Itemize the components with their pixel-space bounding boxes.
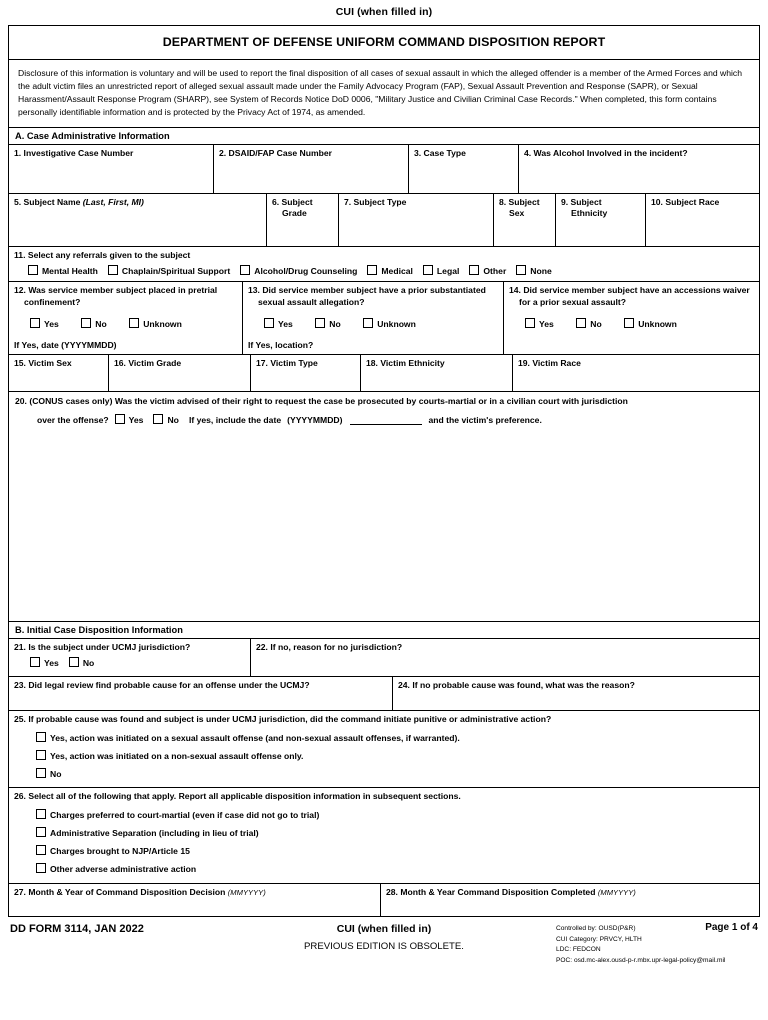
label-q14: 14. Did service member subject have an accessions waiver for a prior sexual assault? — [509, 285, 750, 307]
checkbox-icon[interactable] — [423, 265, 433, 275]
field-disposition-completed-date[interactable] — [381, 884, 758, 916]
label-q8: 8. Subject Sex — [499, 197, 540, 219]
q13-option-unknown[interactable]: Unknown — [363, 318, 416, 329]
q12-followup: If Yes, date (YYYYMMDD) — [14, 339, 117, 350]
row-q26 — [9, 788, 759, 884]
cui-control-block — [556, 924, 725, 966]
checkbox-icon[interactable] — [36, 845, 46, 855]
q20-prefix: over the offense? — [37, 414, 109, 425]
row-q27-q28 — [9, 884, 759, 916]
q20-date-prompt: If yes, include the date — [188, 414, 282, 425]
label-q10: 10. Subject Race — [651, 197, 720, 208]
q12-option-no[interactable]: No — [81, 318, 106, 329]
label-q23: 23. Did legal review find probable cause for an offense under the UCMJ? — [14, 680, 310, 691]
q14-option-no[interactable]: No — [576, 318, 601, 329]
row-q15-q19 — [9, 355, 759, 392]
q14-option-unknown[interactable]: Unknown — [624, 318, 677, 329]
q14-options — [509, 314, 753, 332]
q13-option-yes[interactable]: Yes — [264, 318, 293, 329]
q20-date-input[interactable] — [350, 415, 422, 425]
label-q21: 21. Is the subject under UCMJ jurisdiction? — [14, 642, 191, 653]
cui-top-banner: CUI (when filled in) — [335, 6, 433, 18]
referral-option-other[interactable]: Other — [469, 265, 506, 276]
label-q20: 20. (CONUS cases only) Was the victim advised of their right to request the case be prosecuted by courts-martial or in a civilian court with jurisdiction — [15, 396, 628, 407]
checkbox-icon[interactable] — [363, 318, 373, 328]
label-q22: 22. If no, reason for no jurisdiction? — [256, 642, 403, 653]
form-identifier: DD FORM 3114, JAN 2022 — [10, 923, 144, 936]
q21-options — [14, 657, 245, 668]
referral-option-legal[interactable]: Legal — [423, 265, 459, 276]
referral-option-none[interactable]: None — [516, 265, 551, 276]
referral-options — [14, 265, 754, 276]
privacy-disclosure: Disclosure of this information is voluntary and will be used to report the final disposition of all cases of sexual assault in which the alleged offender is a member of the Armed Forces and which the adult victim files an unrestricted report of alleged sexual assault made under the Family Advocacy Program (FAP), Sexual Assault Prevention and Response (SAPR), or Sexual Harassment/Assault Response Program (SHARP), see System of Records Notice DoD 0006, "Military Justice and Civilian Criminal Case Records." When completed, this form contains personally identifiable information and is protected by the Privacy Act of 1974, as amended. — [9, 60, 759, 128]
field-alcohol-involved[interactable] — [519, 145, 758, 193]
q25-option-no[interactable]: No — [14, 768, 754, 779]
row-q1-q4 — [9, 145, 759, 194]
field-accessions-waiver — [504, 282, 758, 354]
label-q26: 26. Select all of the following that apply. Report all applicable disposition information in subsequent sections. — [14, 791, 461, 802]
label-q12: 12. Was service member subject placed in pretrial confinement? — [14, 285, 218, 307]
form-footer — [8, 922, 760, 974]
field-case-type[interactable] — [409, 145, 519, 193]
field-conus-advisement — [9, 392, 759, 622]
checkbox-icon[interactable] — [36, 768, 46, 778]
checkbox-icon[interactable] — [36, 732, 46, 742]
q26-option-admin-separation[interactable]: Administrative Separation (including in lieu of trial) — [14, 827, 754, 838]
cui-category-line: CUI Category: PRVCY, HLTH — [556, 935, 642, 943]
checkbox-icon[interactable] — [367, 265, 377, 275]
label-q1: 1. Investigative Case Number — [14, 148, 134, 159]
q26-option-njp-article-15[interactable]: Charges brought to NJP/Article 15 — [14, 845, 754, 856]
field-investigative-case-number[interactable] — [9, 145, 214, 193]
form-title: DEPARTMENT OF DEFENSE UNIFORM COMMAND DISPOSITION REPORT — [9, 26, 759, 60]
q26-option-charges-preferred[interactable]: Charges preferred to court-martial (even if case did not go to trial) — [14, 809, 754, 820]
field-command-action — [9, 711, 759, 787]
q13-followup: If Yes, location? — [248, 339, 314, 350]
field-disposition-decision-date[interactable] — [9, 884, 381, 916]
q25-option-sexual-assault[interactable]: Yes, action was initiated on a sexual assault offense (and non-sexual assault offenses, if warranted). — [14, 732, 754, 743]
q25-option-non-sexual-assault[interactable]: Yes, action was initiated on a non-sexual assault offense only. — [14, 750, 754, 761]
checkbox-icon[interactable] — [576, 318, 586, 328]
field-subject-race[interactable] — [646, 194, 758, 246]
field-disposition-selections — [9, 788, 759, 883]
field-victim-sex[interactable] — [9, 355, 109, 391]
controlled-by-line: Controlled by: OUSD(P&R) — [556, 925, 636, 933]
label-q17: 17. Victim Type — [256, 358, 318, 369]
q20-option-no[interactable]: No — [153, 414, 178, 425]
q13-option-no[interactable]: No — [315, 318, 340, 329]
q21-option-yes[interactable]: Yes — [30, 657, 59, 668]
checkbox-icon[interactable] — [36, 750, 46, 760]
field-victim-race[interactable] — [513, 355, 758, 391]
checkbox-icon[interactable] — [108, 265, 118, 275]
field-pretrial-confinement — [9, 282, 243, 354]
label-q24: 24. If no probable cause was found, what was the reason? — [398, 680, 635, 691]
label-q18: 18. Victim Ethnicity — [366, 358, 445, 369]
checkbox-icon[interactable] — [28, 265, 38, 275]
label-q16: 16. Victim Grade — [114, 358, 182, 369]
form-body — [8, 25, 760, 917]
label-q7: 7. Subject Type — [344, 197, 407, 208]
q20-date-hint: (YYYYMMDD) — [287, 414, 343, 425]
checkbox-icon[interactable] — [469, 265, 479, 275]
section-b-heading: B. Initial Case Disposition Information — [9, 622, 759, 639]
label-q2: 2. DSAID/FAP Case Number — [219, 148, 333, 159]
previous-edition-note: PREVIOUS EDITION IS OBSOLETE. — [304, 941, 464, 953]
label-q15: 15. Victim Sex — [14, 358, 72, 369]
q21-option-no[interactable]: No — [69, 657, 94, 668]
field-dsaid-fap-case-number[interactable] — [214, 145, 409, 193]
field-subject-sex[interactable] — [494, 194, 556, 246]
checkbox-icon[interactable] — [129, 318, 139, 328]
field-prior-allegation — [243, 282, 504, 354]
checkbox-icon[interactable] — [36, 809, 46, 819]
checkbox-icon[interactable] — [30, 318, 40, 328]
label-q6: 6. Subject Grade — [272, 197, 313, 219]
field-victim-grade[interactable] — [109, 355, 251, 391]
field-ucmj-jurisdiction — [9, 639, 251, 676]
label-q27: 27. Month & Year of Command Disposition Decision (MMYYYY) — [14, 887, 266, 898]
section-a-heading: A. Case Administrative Information — [9, 128, 759, 145]
checkbox-icon[interactable] — [315, 318, 325, 328]
referral-option-mental-health[interactable]: Mental Health — [28, 265, 98, 276]
field-victim-ethnicity[interactable] — [361, 355, 513, 391]
q14-option-yes[interactable]: Yes — [525, 318, 554, 329]
q12-option-unknown[interactable]: Unknown — [129, 318, 182, 329]
field-probable-cause-found[interactable] — [9, 677, 393, 710]
checkbox-icon[interactable] — [81, 318, 91, 328]
label-q28: 28. Month & Year Command Disposition Completed (MMYYYY) — [386, 887, 636, 898]
checkbox-icon[interactable] — [240, 265, 250, 275]
label-q3: 3. Case Type — [414, 148, 466, 159]
checkbox-icon[interactable] — [153, 414, 163, 424]
checkbox-icon[interactable] — [115, 414, 125, 424]
field-victim-type[interactable] — [251, 355, 361, 391]
row-q12-q14 — [9, 282, 759, 355]
q20-answer-row — [15, 414, 753, 425]
row-q23-q24 — [9, 677, 759, 711]
referral-option-alcohol-drug[interactable]: Alcohol/Drug Counseling — [240, 265, 357, 276]
field-subject-grade[interactable] — [267, 194, 339, 246]
field-subject-name[interactable] — [9, 194, 267, 246]
checkbox-icon[interactable] — [525, 318, 535, 328]
label-q5: 5. Subject Name (Last, First, MI) — [14, 197, 144, 208]
referral-option-medical[interactable]: Medical — [367, 265, 413, 276]
row-q11 — [9, 247, 759, 282]
q13-options — [248, 314, 498, 332]
checkbox-icon[interactable] — [624, 318, 634, 328]
label-q11: 11. Select any referrals given to the subject — [14, 250, 191, 261]
ldc-line: LDC: FEDCON — [556, 946, 601, 954]
page-number: Page 1 of 4 — [705, 922, 758, 934]
label-q13: 13. Did service member subject have a prior substantiated sexual assault allegation? — [248, 285, 486, 307]
row-q25 — [9, 711, 759, 788]
label-q9: 9. Subject Ethnicity — [561, 197, 608, 219]
row-q21-q22 — [9, 639, 759, 677]
checkbox-icon[interactable] — [69, 657, 79, 667]
field-no-probable-cause-reason[interactable] — [393, 677, 758, 710]
checkbox-icon[interactable] — [36, 827, 46, 837]
field-no-jurisdiction-reason[interactable] — [251, 639, 758, 676]
label-q4: 4. Was Alcohol Involved in the incident? — [524, 148, 688, 159]
field-referrals — [9, 247, 759, 281]
checkbox-icon[interactable] — [264, 318, 274, 328]
q26-option-other-adverse[interactable]: Other adverse administrative action — [14, 863, 754, 874]
cui-bottom-banner: CUI (when filled in) — [336, 923, 432, 936]
checkbox-icon[interactable] — [30, 657, 40, 667]
field-subject-type[interactable] — [339, 194, 494, 246]
checkbox-icon[interactable] — [516, 265, 526, 275]
checkbox-icon[interactable] — [36, 863, 46, 873]
q20-tail: and the victim's preference. — [428, 414, 542, 425]
label-q19: 19. Victim Race — [518, 358, 581, 369]
q12-options — [14, 314, 237, 332]
referral-option-chaplain[interactable]: Chaplain/Spiritual Support — [108, 265, 230, 276]
q20-option-yes[interactable]: Yes — [115, 414, 144, 425]
poc-line: POC: osd.mc-alex.ousd-p-r.mbx.upr-legal-policy@mail.mil — [556, 956, 726, 964]
row-q5-q10 — [9, 194, 759, 247]
q12-option-yes[interactable]: Yes — [30, 318, 59, 329]
q20-freeform-area[interactable] — [15, 425, 753, 615]
label-q25: 25. If probable cause was found and subject is under UCMJ jurisdiction, did the command initiate punitive or administrative action? — [14, 714, 552, 725]
field-subject-ethnicity[interactable] — [556, 194, 646, 246]
